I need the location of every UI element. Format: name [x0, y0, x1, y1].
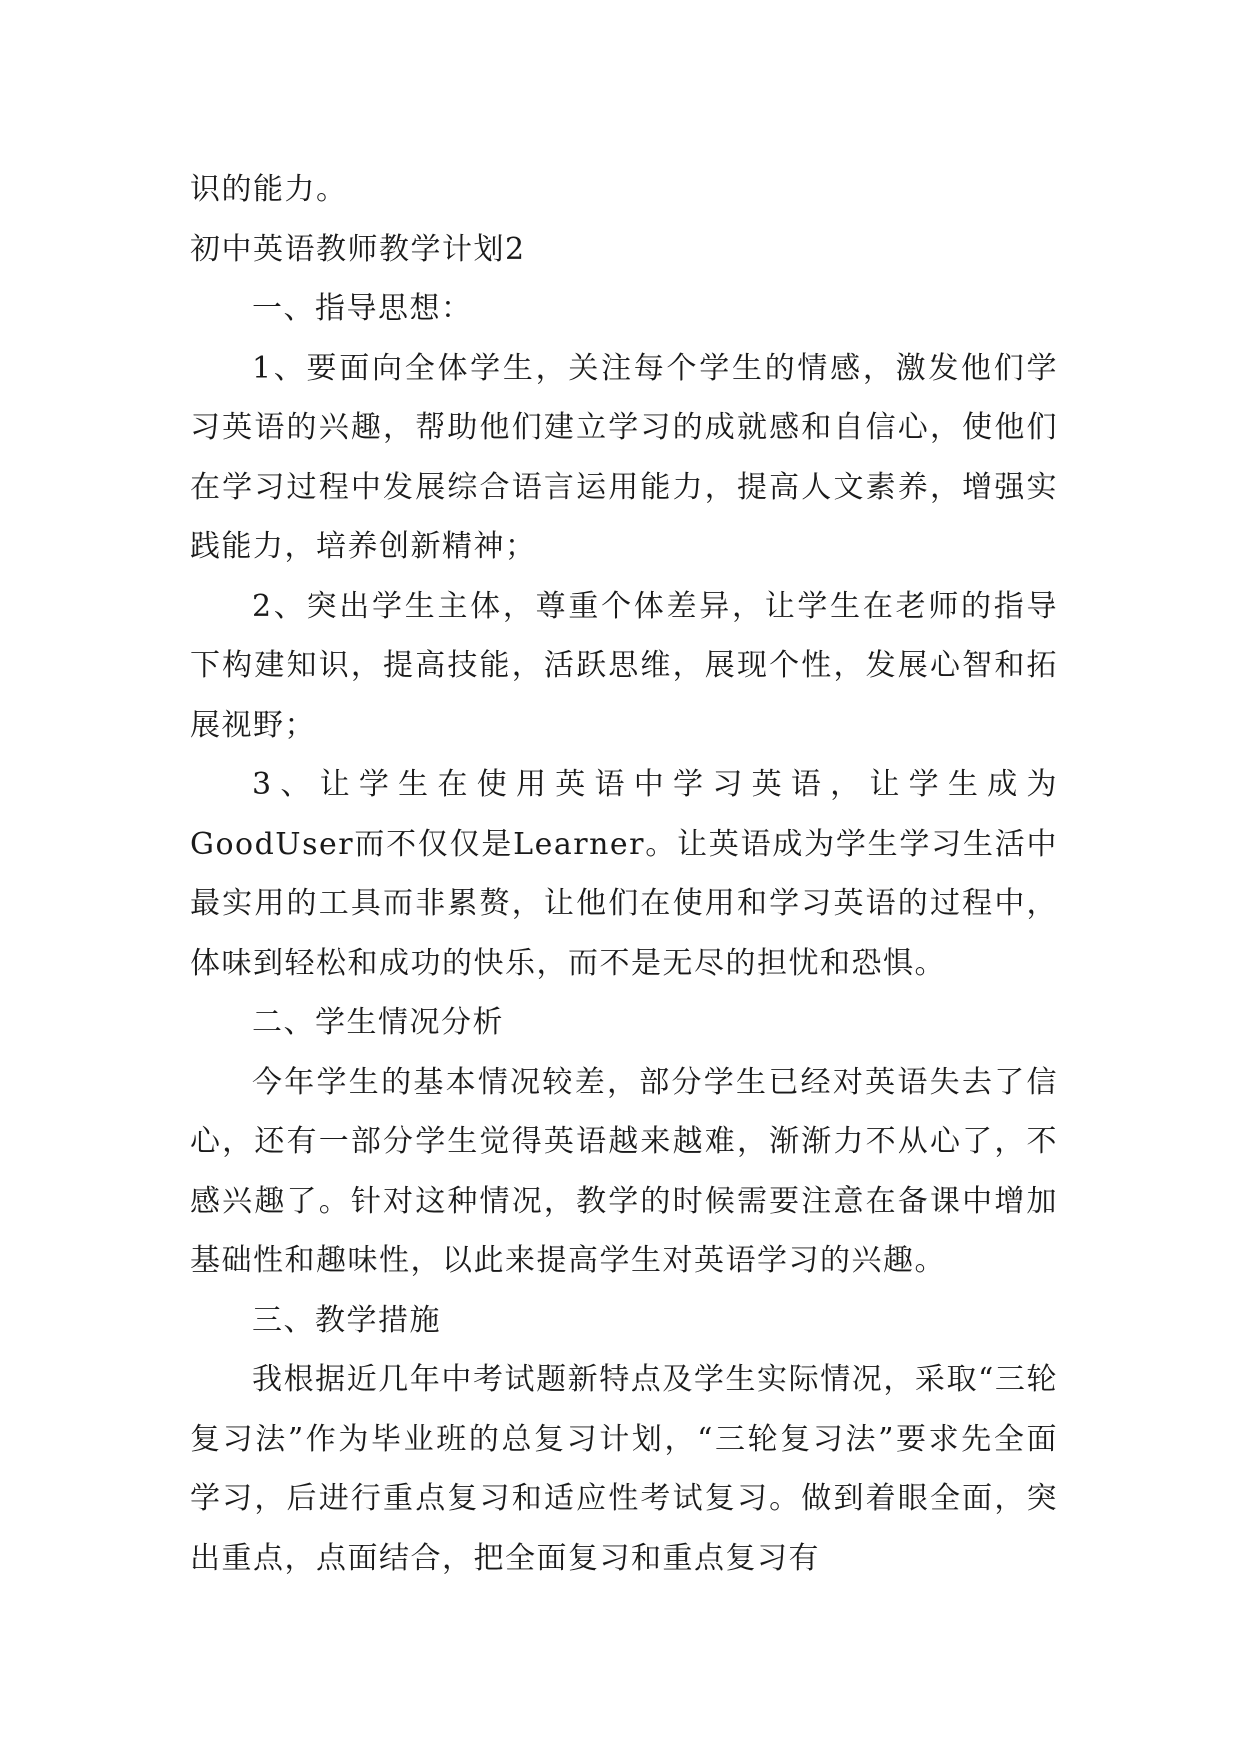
paragraph-point-3: 3、让学生在使用英语中学习英语，让学生成为GoodUser而不仅仅是Learner。让英语成为学生学习生活中最实用的工具而非累赘，让他们在使用和学习英语的过程中，体味到轻松和成功的快乐，而不是无尽的担忧和恐惧。: [190, 767, 1058, 981]
continuation-line: 识的能力。: [190, 172, 348, 207]
paragraph-point-2: 2、突出学生主体，尊重个体差异，让学生在老师的指导下构建知识，提高技能，活跃思维，展现个性，发展心智和拓展视野；: [190, 588, 1058, 743]
paragraph-student-analysis: 今年学生的基本情况较差，部分学生已经对英语失去了信心，还有一部分学生觉得英语越来越难，渐渐力不从心了，不感兴趣了。针对这种情况，教学的时候需要注意在备课中增加基础性和趣味性，以此来提高学生对英语学习的兴趣。: [190, 1064, 1058, 1278]
section-heading-guiding-ideology: 一、指导思想：: [252, 291, 473, 326]
paragraph-teaching-measures: 我根据近几年中考试题新特点及学生实际情况，采取“三轮复习法”作为毕业班的总复习计划，“三轮复习法”要求先全面学习，后进行重点复习和适应性考试复习。做到着眼全面，突出重点，点面结合，把全面复习和重点复习有: [190, 1362, 1058, 1576]
section-heading-student-analysis: 二、学生情况分析: [252, 1005, 504, 1040]
document-title: 初中英语教师教学计划2: [190, 231, 526, 267]
section-heading-teaching-measures: 三、教学措施: [252, 1302, 441, 1338]
document-body: [190, 160, 1058, 1588]
paragraph-point-1: 1、要面向全体学生，关注每个学生的情感，激发他们学习英语的兴趣，帮助他们建立学习的成就感和自信心，使他们在学习过程中发展综合语言运用能力，提高人文素养，增强实践能力，培养创新精神；: [190, 350, 1058, 564]
